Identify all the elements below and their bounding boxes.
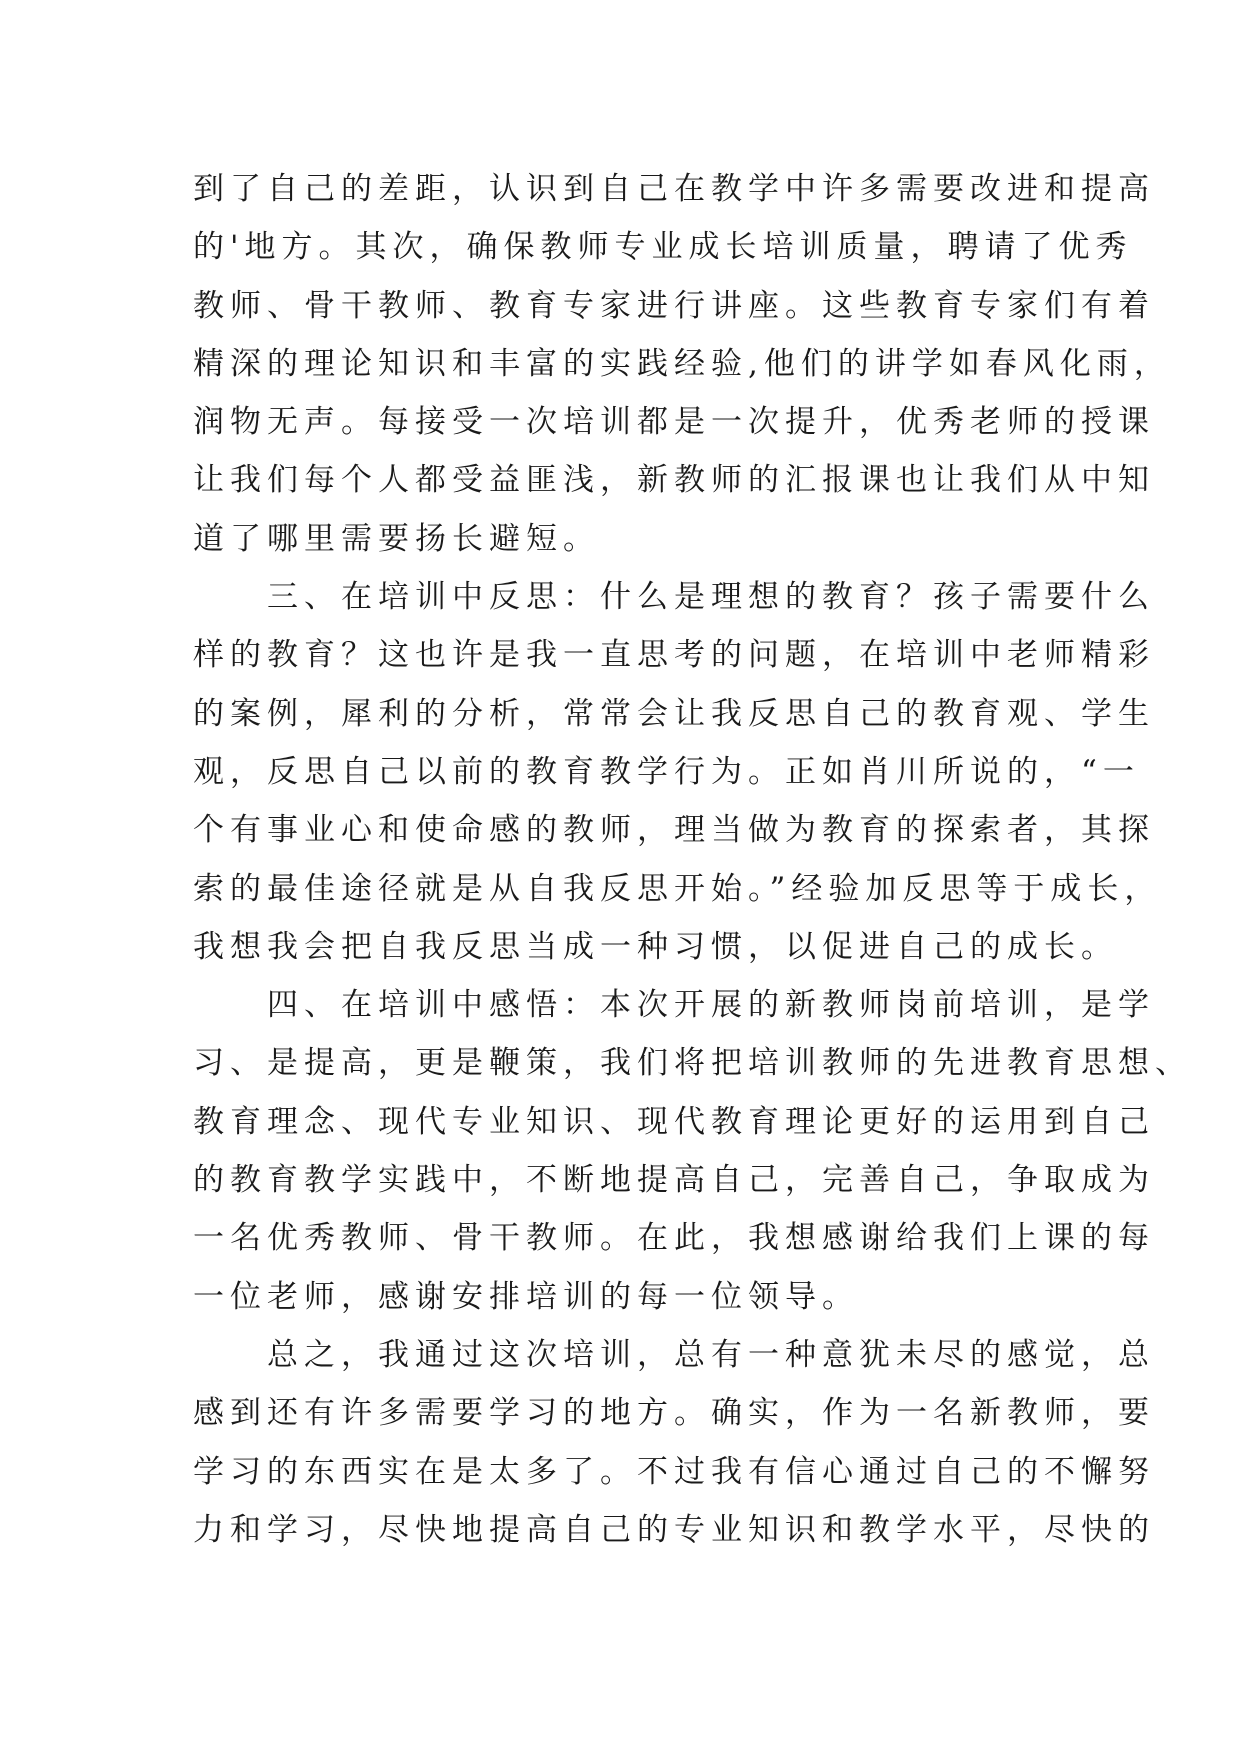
text-line: 总之，我通过这次培训，总有一种意犹未尽的感觉，总 bbox=[193, 1336, 1155, 1373]
text-line: 观，反思自己以前的教育教学行为。正如肖川所说的，“一 bbox=[193, 753, 1140, 790]
text-line: 教师、骨干教师、教育专家进行讲座。这些教育专家们有着 bbox=[193, 287, 1155, 324]
text-line: 的案例，犀利的分析，常常会让我反思自己的教育观、学生 bbox=[193, 695, 1155, 732]
text-line: 习、是提高，更是鞭策，我们将把培训教师的先进教育思想、 bbox=[193, 1045, 1192, 1082]
text-line: 感到还有许多需要学习的地方。确实，作为一名新教师，要 bbox=[193, 1395, 1155, 1432]
text-line: 的'地方。其次，确保教师专业成长培训质量，聘请了优秀 bbox=[193, 229, 1133, 266]
text-line: 精深的理论知识和丰富的实践经验,他们的讲学如春风化雨， bbox=[193, 345, 1171, 382]
text-line: 三、在培训中反思：什么是理想的教育？孩子需要什么 bbox=[193, 579, 1155, 616]
text-line: 索的最佳途径就是从自我反思开始。”经验加反思等于成长， bbox=[193, 870, 1162, 907]
text-line: 让我们每个人都受益匪浅，新教师的汇报课也让我们从中知 bbox=[193, 462, 1155, 499]
body-text bbox=[193, 160, 1192, 1559]
text-line: 一位老师，感谢安排培训的每一位领导。 bbox=[193, 1278, 859, 1315]
text-line: 的教育教学实践中，不断地提高自己，完善自己，争取成为 bbox=[193, 1162, 1155, 1199]
text-line: 教育理念、现代专业知识、现代教育理论更好的运用到自己 bbox=[193, 1103, 1155, 1140]
text-line: 到了自己的差距，认识到自己在教学中许多需要改进和提高 bbox=[193, 171, 1155, 207]
text-line: 我想我会把自我反思当成一种习惯，以促进自己的成长。 bbox=[193, 928, 1118, 965]
text-line: 一名优秀教师、骨干教师。在此，我想感谢给我们上课的每 bbox=[193, 1220, 1155, 1257]
text-line: 润物无声。每接受一次培训都是一次提升，优秀老师的授课 bbox=[193, 404, 1155, 441]
text-line: 个有事业心和使命感的教师，理当做为教育的探索者，其探 bbox=[193, 812, 1155, 849]
text-line: 样的教育？这也许是我一直思考的问题，在培训中老师精彩 bbox=[193, 637, 1155, 674]
text-line: 道了哪里需要扬长避短。 bbox=[193, 520, 600, 557]
text-line: 力和学习，尽快地提高自己的专业知识和教学水平，尽快的 bbox=[193, 1511, 1155, 1548]
text-line: 四、在培训中感悟：本次开展的新教师岗前培训，是学 bbox=[193, 987, 1155, 1024]
text-line: 学习的东西实在是太多了。不过我有信心通过自己的不懈努 bbox=[193, 1453, 1155, 1490]
